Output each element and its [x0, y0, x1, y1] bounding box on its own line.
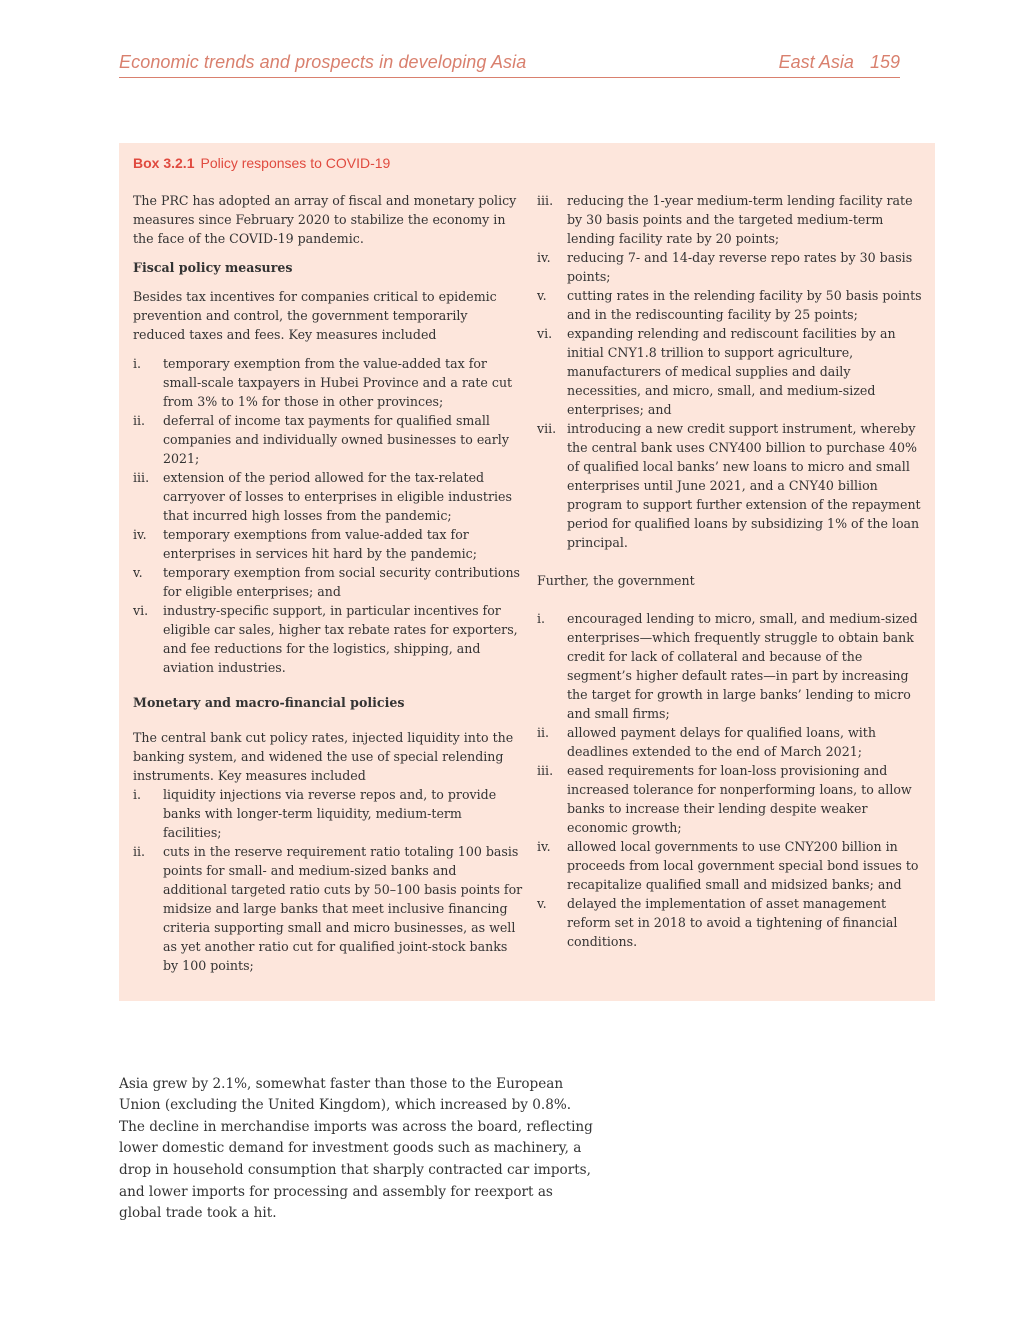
list-item: [537, 419, 927, 552]
list-marker: iii.: [537, 763, 554, 778]
fiscal-heading: Fiscal policy measures: [133, 260, 293, 275]
list-item-text: encouraged lending to micro, small, and medium-sized enterprises—which frequently struggle to obtain bank credit for lack of collateral and because of the segment’s higher default rates—in part by increasing the target for growth in large banks’ lending to micro and small firms;: [567, 611, 918, 721]
list-marker: vi.: [537, 326, 553, 341]
list-item-text: temporary exemption from the value-added tax for small-scale taxpayers in Hubei Province and a rate cut from 3% to 1% for those in other provinces;: [163, 356, 513, 409]
monetary-heading: Monetary and macro-financial policies: [133, 695, 405, 710]
list-item-text: delayed the implementation of asset management reform set in 2018 to avoid a tightening of financial conditions.: [567, 896, 898, 949]
list-item: [537, 609, 927, 723]
list-item: [133, 354, 523, 411]
list-item: [537, 837, 927, 894]
list-item-text: cuts in the reserve requirement ratio totaling 100 basis points for small- and medium-sized banks and additional targeted ratio cuts by 50–100 basis points for midsize and large banks that meet inclusive financing criteria supporting small and micro businesses, as well as yet another ratio cut for qualified joint-stock banks by 100 points;: [163, 844, 523, 973]
body-paragraph: Asia grew by 2.1%, somewhat faster than those to the European Union (excluding the United Kingdom), which increased by 0.8%. The decline in merchandise imports was across the board, reflecting lower domestic demand for investment goods such as machinery, a drop in household consumption that sharply contracted car imports, and lower imports for processing and assembly for reexport as global trade took a hit.: [119, 1075, 593, 1222]
list-marker: vi.: [133, 603, 149, 618]
list-item: [133, 842, 523, 975]
monetary-intro: The central bank cut policy rates, injected liquidity into the banking system, and widened the use of special relending instruments. Key measures included: [133, 730, 514, 783]
list-marker: v.: [537, 288, 547, 303]
list-item-text: deferral of income tax payments for qualified small companies and individually owned businesses to early 2021;: [163, 413, 509, 466]
list-marker: i.: [133, 787, 142, 802]
further-list: [537, 609, 927, 951]
list-marker: ii.: [537, 725, 550, 740]
list-marker: vii.: [537, 421, 557, 436]
box-number: Box 3.2.1: [133, 155, 195, 171]
section-name: East Asia: [778, 52, 854, 72]
box-title: [133, 155, 390, 171]
list-item-text: extension of the period allowed for the tax-related carryover of losses to enterprises in eligible industries that incurred high losses from the pandemic;: [163, 470, 512, 523]
list-item: [537, 761, 927, 837]
list-item-text: introducing a new credit support instrument, whereby the central bank uses CNY400 billion to purchase 40% of qualified local banks’ new loans to micro and small enterprises until June 2021, and a CNY40 billion program to support further extension of the repayment period for qualified loans by subsidizing 1% of the loan principal.: [567, 421, 921, 550]
running-header: [119, 52, 900, 78]
list-marker: i.: [133, 356, 142, 371]
policy-box: [119, 143, 935, 1001]
list-item-text: temporary exemption from social security contributions for eligible enterprises; and: [163, 565, 521, 599]
box-right-column: [537, 191, 927, 951]
list-item: [133, 785, 523, 842]
box-left-column: [133, 191, 523, 975]
list-item-text: industry-specific support, in particular incentives for eligible car sales, higher tax rebate rates for exporters, and fee reductions for the logistics, shipping, and aviation industries.: [163, 603, 518, 675]
list-marker: iii.: [133, 470, 150, 485]
list-marker: i.: [537, 611, 546, 626]
section-and-page: [779, 52, 900, 73]
monetary-list-part1: [133, 785, 523, 975]
list-marker: iv.: [537, 250, 551, 265]
list-item: [133, 411, 523, 468]
list-item: [537, 324, 927, 419]
list-item-text: liquidity injections via reverse repos and, to provide banks with longer-term liquidity, medium-term facilities;: [163, 787, 497, 840]
list-item: [133, 525, 523, 563]
list-item: [133, 601, 523, 677]
list-marker: ii.: [133, 844, 146, 859]
fiscal-intro: Besides tax incentives for companies critical to epidemic prevention and control, the government temporarily reduced taxes and fees. Key measures included: [133, 289, 497, 342]
list-item: [537, 248, 927, 286]
list-marker: iii.: [537, 193, 554, 208]
list-item-text: temporary exemptions from value-added tax for enterprises in services hit hard by the pandemic;: [163, 527, 477, 561]
running-title: Economic trends and prospects in developing Asia: [119, 52, 527, 72]
list-marker: iv.: [537, 839, 551, 854]
list-item: [537, 894, 927, 951]
list-item-text: reducing 7- and 14-day reverse repo rates by 30 basis points;: [567, 250, 913, 284]
list-item-text: allowed payment delays for qualified loans, with deadlines extended to the end of March 2021;: [567, 725, 876, 759]
box-intro: The PRC has adopted an array of fiscal and monetary policy measures since February 2020 to stabilize the economy in the face of the COVID-19 pandemic.: [133, 193, 517, 246]
list-item: [133, 468, 523, 525]
list-item: [537, 191, 927, 248]
box-title-text: Policy responses to COVID-19: [200, 155, 391, 171]
list-item-text: expanding relending and rediscount facilities by an initial CNY1.8 trillion to support agriculture, manufacturers of medical supplies and daily necessities, and micro, small, and medium-sized enterprises; and: [567, 326, 896, 417]
list-item: [133, 563, 523, 601]
list-marker: v.: [133, 565, 143, 580]
list-item: [537, 286, 927, 324]
list-marker: ii.: [133, 413, 146, 428]
list-item-text: allowed local governments to use CNY200 billion in proceeds from local government special bond issues to recapitalize qualified small and midsized banks; and: [567, 839, 919, 892]
list-item-text: eased requirements for loan-loss provisioning and increased tolerance for nonperforming loans, to allow banks to increase their lending despite weaker economic growth;: [567, 763, 912, 835]
further-intro: Further, the government: [537, 573, 695, 588]
fiscal-list: [133, 354, 523, 677]
list-item-text: cutting rates in the relending facility by 50 basis points and in the rediscounting facility by 25 points;: [567, 288, 922, 322]
list-marker: iv.: [133, 527, 147, 542]
page-number: 159: [869, 52, 900, 72]
list-item: [537, 723, 927, 761]
list-marker: v.: [537, 896, 547, 911]
list-item-text: reducing the 1-year medium-term lending facility rate by 30 basis points and the targeted medium-term lending facility rate by 20 points;: [567, 193, 913, 246]
monetary-list-part2: [537, 191, 927, 552]
